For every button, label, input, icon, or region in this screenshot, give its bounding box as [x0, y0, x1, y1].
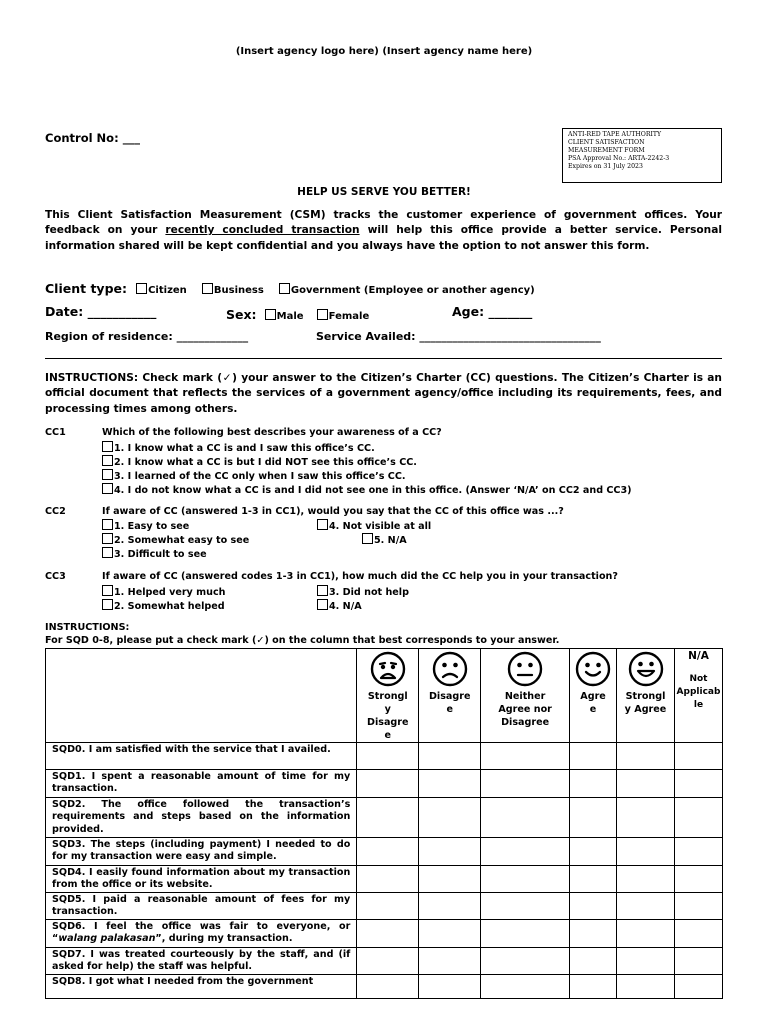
- answer-cell[interactable]: [617, 948, 675, 975]
- cc3-option: [317, 585, 409, 598]
- answer-cell[interactable]: [481, 743, 570, 770]
- column-neutral: [481, 649, 570, 743]
- sqd0-statement: [46, 743, 357, 770]
- instructions-text: For SQD 0-8, please put a check mark (: [45, 635, 257, 646]
- sqd-text: I got what I needed from the government: [85, 976, 314, 987]
- answer-cell[interactable]: [481, 838, 570, 866]
- answer-cell[interactable]: [481, 948, 570, 975]
- control-number-blank[interactable]: ___: [122, 131, 140, 145]
- table-row: [46, 743, 723, 770]
- sqd-instructions: [45, 635, 559, 646]
- answer-cell[interactable]: [570, 920, 617, 948]
- sqd-text: I am satisfied with the service that I availed.: [85, 744, 331, 755]
- check-mark-icon: ✓: [222, 372, 233, 384]
- service-blank[interactable]: _________________________________: [419, 330, 601, 343]
- checkbox-cc2-2[interactable]: [102, 533, 113, 544]
- answer-cell[interactable]: [481, 770, 570, 798]
- answer-cell[interactable]: [419, 770, 481, 798]
- answer-cell[interactable]: [419, 798, 481, 838]
- sex-field: [226, 304, 369, 323]
- cc1-question: Which of the following best describes your awareness of a CC?: [102, 427, 442, 438]
- column-strongly-disagree: [357, 649, 419, 743]
- neutral-face-icon: [507, 651, 543, 687]
- answer-cell[interactable]: [419, 920, 481, 948]
- answer-cell[interactable]: [481, 866, 570, 893]
- answer-cell[interactable]: [570, 798, 617, 838]
- sqd-text: ”, during my transaction.: [155, 933, 293, 945]
- cc2-code: CC2: [45, 506, 66, 517]
- checkbox-cc2-4[interactable]: [317, 519, 328, 530]
- checkbox-cc1-3[interactable]: [102, 469, 113, 480]
- very-sad-face-icon: [370, 651, 406, 687]
- column-strongly-agree: [617, 649, 675, 743]
- checkbox-cc1-2[interactable]: [102, 455, 113, 466]
- checkbox-cc2-3[interactable]: [102, 547, 113, 558]
- answer-cell[interactable]: [674, 893, 722, 920]
- answer-cell[interactable]: [617, 838, 675, 866]
- cc1-option: [102, 469, 406, 482]
- age-blank[interactable]: _______: [488, 304, 533, 319]
- sqd-text: I easily found information about my transaction from the office or its website.: [52, 867, 351, 891]
- answer-cell[interactable]: [357, 866, 419, 893]
- check-mark-icon: ✓: [256, 635, 265, 646]
- answer-cell[interactable]: [617, 920, 675, 948]
- sqd5-statement: [46, 893, 357, 920]
- answer-cell[interactable]: [419, 948, 481, 975]
- intro-paragraph: [45, 208, 722, 254]
- cc2-option-label: 4. Not visible at all: [329, 521, 432, 532]
- option-female: Female: [328, 311, 370, 322]
- cc3-option-label: 2. Somewhat helped: [114, 601, 225, 612]
- checkbox-cc3-1[interactable]: [102, 585, 113, 596]
- date-field: [45, 304, 156, 319]
- control-number: [45, 131, 140, 145]
- answer-cell[interactable]: [481, 893, 570, 920]
- column-label-line: Agre: [580, 691, 606, 702]
- table-row: [46, 798, 723, 838]
- form-title: HELP US SERVE YOU BETTER!: [297, 186, 471, 198]
- column-label-line: Disagre: [367, 717, 409, 728]
- checkbox-cc2-5[interactable]: [362, 533, 373, 544]
- table-row: [46, 975, 723, 999]
- cc2-option: [102, 547, 207, 560]
- arta-line: PSA Approval No.: ARTA-2242-3: [568, 155, 670, 162]
- answer-cell[interactable]: [674, 743, 722, 770]
- table-row: [46, 948, 723, 975]
- table-row: [46, 893, 723, 920]
- answer-cell[interactable]: [674, 975, 722, 999]
- cc3-option: [102, 599, 225, 612]
- answer-cell[interactable]: [617, 770, 675, 798]
- answer-cell[interactable]: [570, 866, 617, 893]
- service-label: Service Availed:: [316, 330, 416, 343]
- checkbox-cc3-3[interactable]: [317, 585, 328, 596]
- answer-cell[interactable]: [357, 893, 419, 920]
- region-label: Region of residence:: [45, 330, 173, 343]
- cc1-code: CC1: [45, 427, 66, 438]
- answer-cell[interactable]: [674, 798, 722, 838]
- sqd-instructions-label: INSTRUCTIONS:: [45, 622, 130, 633]
- answer-cell[interactable]: [419, 975, 481, 999]
- cc2-option-label: 5. N/A: [374, 535, 407, 546]
- region-blank[interactable]: _____________: [176, 330, 249, 343]
- sqd-text: The office followed the transaction’s requirements and steps based on the information provided.: [52, 799, 351, 835]
- grin-face-icon: [628, 651, 664, 687]
- arta-line: CLIENT SATISFACTION: [568, 139, 645, 146]
- sqd-text: I spent a reasonable amount of time for my transaction.: [52, 771, 351, 795]
- client-type-row: [45, 278, 535, 297]
- region-field: [45, 330, 248, 343]
- table-row: [46, 920, 723, 948]
- answer-cell[interactable]: [617, 975, 675, 999]
- answer-cell[interactable]: [419, 743, 481, 770]
- instructions-label: INSTRUCTIONS:: [45, 372, 139, 384]
- instructions-text: Check mark (: [138, 372, 223, 384]
- arta-info-box: [562, 128, 722, 183]
- cc2-option-label: 2. Somewhat easy to see: [114, 535, 250, 546]
- column-na-title: N/A: [688, 650, 709, 662]
- instructions-text: ) your answer to the Citizen’s Charter (CC) questions. The Citizen’s Charter is an official document that reflects the services of a government agency/office including its requirements, fees, and processing times among others.: [45, 372, 722, 415]
- sqd4-statement: [46, 866, 357, 893]
- client-type-label: Client type:: [45, 281, 127, 296]
- answer-cell[interactable]: [570, 743, 617, 770]
- option-business: Business: [213, 285, 264, 296]
- service-field: [316, 330, 601, 343]
- sqd-text: I was treated courteously by the staff, and (if asked for help) the staff was helpful.: [52, 949, 351, 973]
- checkbox-male[interactable]: [265, 309, 276, 320]
- checkbox-cc1-1[interactable]: [102, 441, 113, 452]
- cc3-option: [317, 599, 362, 612]
- checkbox-government[interactable]: [279, 283, 290, 294]
- table-row: [46, 838, 723, 866]
- cc3-question: If aware of CC (answered codes 1-3 in CC1), how much did the CC help you in your transaction?: [102, 571, 618, 582]
- sqd-label: SQD3.: [52, 839, 86, 850]
- sqd-label: SQD2.: [52, 799, 86, 810]
- answer-cell[interactable]: [357, 798, 419, 838]
- cc3-option-label: 4. N/A: [329, 601, 362, 612]
- cc2-option: [102, 519, 189, 532]
- option-government: Government (Employee or another agency): [290, 285, 535, 296]
- cc2-option: [317, 519, 431, 532]
- date-blank[interactable]: ___________: [87, 304, 157, 319]
- cc2-option-label: 1. Easy to see: [114, 521, 190, 532]
- cc1-option: [102, 455, 417, 468]
- sqd1-statement: [46, 770, 357, 798]
- sqd7-statement: [46, 948, 357, 975]
- age-field: [452, 304, 532, 319]
- date-label: Date:: [45, 304, 84, 319]
- answer-cell[interactable]: [570, 838, 617, 866]
- answer-cell[interactable]: [419, 838, 481, 866]
- column-label-line: e: [589, 704, 597, 715]
- column-label-line: Disagree: [501, 717, 550, 728]
- column-label-line: e: [446, 704, 453, 715]
- sqd-label: SQD6.: [52, 921, 86, 932]
- control-number-label: Control No:: [45, 131, 119, 145]
- cc1-option-label: 3. I learned of the CC only when I saw this office’s CC.: [114, 471, 406, 482]
- smile-face-icon: [575, 651, 611, 687]
- column-not-applicable: [674, 649, 722, 743]
- answer-cell[interactable]: [419, 866, 481, 893]
- column-label-line: Neither: [504, 691, 546, 702]
- answer-cell[interactable]: [481, 920, 570, 948]
- cc1-option-label: 2. I know what a CC is but I did NOT see this office’s CC.: [114, 457, 417, 468]
- answer-cell[interactable]: [617, 743, 675, 770]
- sqd6-statement: [46, 920, 357, 948]
- sqd-text: The steps (including payment) I needed to do for my transaction were easy and simple.: [52, 839, 351, 863]
- cc2-option-label: 3. Difficult to see: [114, 549, 207, 560]
- checkbox-cc1-4[interactable]: [102, 483, 113, 494]
- intro-text: This Client Satisfaction Measurement (CSM) tracks the customer experience of government offices. Your feedback on your: [45, 209, 722, 237]
- sqd-header-row: [46, 649, 723, 743]
- cc2-option: [102, 533, 249, 546]
- answer-cell[interactable]: [570, 770, 617, 798]
- column-label-line: e: [384, 730, 392, 741]
- answer-cell[interactable]: [570, 975, 617, 999]
- column-label-line: Agree nor: [498, 704, 552, 715]
- arta-line: MEASUREMENT FORM: [568, 147, 645, 154]
- cc3-option-label: 3. Did not help: [329, 587, 409, 598]
- checkbox-cc3-2[interactable]: [102, 599, 113, 610]
- sqd-text: I feel the office was fair to everyone, or “: [52, 921, 351, 945]
- sqd-label: SQD1.: [52, 771, 86, 782]
- cc1-option-label: 4. I do not know what a CC is and I did not see one in this office. (Answer ‘N/A’ on CC2 and CC3): [114, 485, 632, 496]
- cc1-option-label: 1. I know what a CC is and I saw this office’s CC.: [114, 443, 375, 454]
- sqd8-statement: [46, 975, 357, 999]
- cc3-option-label: 1. Helped very much: [114, 587, 226, 598]
- answer-cell[interactable]: [419, 893, 481, 920]
- cc3-option: [102, 585, 226, 598]
- checkbox-cc2-1[interactable]: [102, 519, 113, 530]
- column-agree: [570, 649, 617, 743]
- sad-face-icon: [432, 651, 468, 687]
- cc3-code: CC3: [45, 571, 66, 582]
- option-male: Male: [276, 311, 304, 322]
- cc-instructions: [45, 371, 722, 417]
- answer-cell[interactable]: [357, 948, 419, 975]
- cc1-option: [102, 483, 632, 496]
- sqd-header-blank: [46, 649, 357, 743]
- answer-cell[interactable]: [617, 798, 675, 838]
- answer-cell[interactable]: [674, 838, 722, 866]
- column-label-line: y Agree: [624, 704, 667, 715]
- answer-cell[interactable]: [617, 893, 675, 920]
- answer-cell[interactable]: [357, 920, 419, 948]
- column-label-line: Disagre: [428, 691, 471, 702]
- agency-header-placeholder: (Insert agency logo here) (Insert agency name here): [235, 46, 533, 57]
- column-label-line: Not: [689, 674, 708, 684]
- answer-cell[interactable]: [357, 975, 419, 999]
- sqd-label: SQD8.: [52, 976, 86, 987]
- intro-text: will help this office provide a better service. Personal information shared will be kept confidential and you always have the option to not answer this form.: [45, 224, 723, 252]
- answer-cell[interactable]: [357, 838, 419, 866]
- intro-underlined-text: recently concluded transaction: [165, 224, 360, 237]
- column-disagree: [419, 649, 481, 743]
- age-label: Age:: [452, 304, 485, 319]
- sqd-label: SQD7.: [52, 949, 86, 960]
- option-citizen: Citizen: [148, 285, 187, 296]
- table-row: [46, 866, 723, 893]
- sqd3-statement: [46, 838, 357, 866]
- checkbox-cc3-4[interactable]: [317, 599, 328, 610]
- answer-cell[interactable]: [357, 743, 419, 770]
- sqd-label: SQD5.: [52, 894, 86, 905]
- table-row: [46, 770, 723, 798]
- column-label-line: Applicab: [676, 687, 721, 697]
- column-label-line: Strongl: [625, 691, 666, 702]
- answer-cell[interactable]: [674, 920, 722, 948]
- sqd-italic-text: walang palakasan: [58, 933, 156, 945]
- column-label-line: Strongl: [367, 691, 408, 702]
- answer-cell[interactable]: [570, 893, 617, 920]
- answer-cell[interactable]: [570, 948, 617, 975]
- arta-line: ANTI-RED TAPE AUTHORITY: [568, 131, 662, 138]
- answer-cell[interactable]: [674, 866, 722, 893]
- divider: [45, 358, 722, 359]
- checkbox-business[interactable]: [202, 283, 213, 294]
- checkbox-female[interactable]: [317, 309, 328, 320]
- answer-cell[interactable]: [481, 975, 570, 999]
- column-label-line: y: [384, 704, 391, 715]
- sqd-table: [45, 648, 723, 999]
- sqd2-statement: [46, 798, 357, 838]
- answer-cell[interactable]: [617, 866, 675, 893]
- cc2-option: [362, 533, 407, 546]
- sqd-label: SQD4.: [52, 867, 86, 878]
- column-label-line: le: [693, 700, 704, 710]
- checkbox-citizen[interactable]: [136, 283, 147, 294]
- answer-cell[interactable]: [481, 798, 570, 838]
- cc2-question: If aware of CC (answered 1-3 in CC1), would you say that the CC of this office was ...?: [102, 506, 564, 517]
- instructions-text: ) on the column that best corresponds to your answer.: [264, 635, 560, 646]
- arta-line: Expires on 31 July 2023: [568, 163, 643, 170]
- sqd-label: SQD0.: [52, 744, 86, 755]
- answer-cell[interactable]: [674, 948, 722, 975]
- sex-label: Sex:: [226, 307, 257, 322]
- answer-cell[interactable]: [357, 770, 419, 798]
- sqd-text: I paid a reasonable amount of fees for my transaction.: [52, 894, 351, 918]
- cc1-option: [102, 441, 375, 454]
- answer-cell[interactable]: [674, 770, 722, 798]
